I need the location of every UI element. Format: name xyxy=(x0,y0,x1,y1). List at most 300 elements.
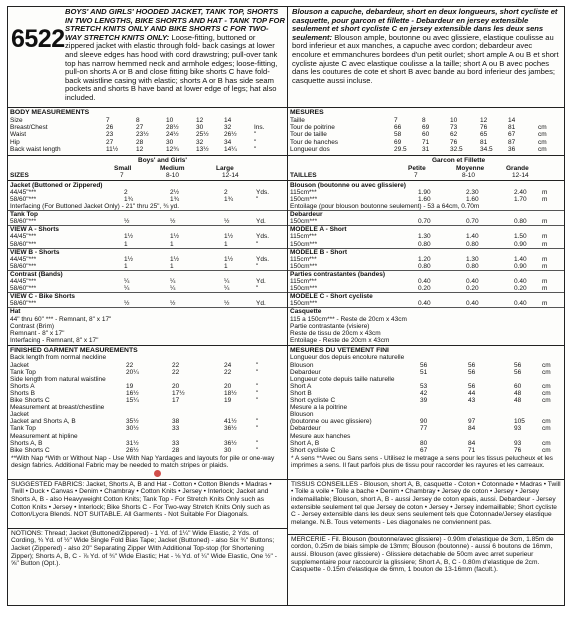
fabrics-line: TISSUS CONSEILLES - Blouson, short A, B, casquette - Coton • Cotonnade • xyxy=(291,480,519,488)
yardage-value: 1 xyxy=(170,240,174,248)
fabric-width: 150cm*** xyxy=(290,240,318,248)
yardage-section-label: VIEW A - Shorts xyxy=(10,226,59,234)
yardage-value: 1¾ xyxy=(170,195,180,203)
row-label: Mesure a la poitrine xyxy=(290,404,348,412)
cell-value: 7 xyxy=(394,117,398,124)
cell-unit: cm xyxy=(538,124,547,132)
row-label: Shorts B xyxy=(10,389,35,397)
cell-value: 31 xyxy=(422,145,430,153)
yardage-unit: Yd. xyxy=(256,300,266,308)
yardage-value: 0.70 xyxy=(418,218,431,226)
cell-value: 28½ xyxy=(166,124,179,132)
yardage-row xyxy=(10,233,285,240)
french-column xyxy=(288,7,564,605)
yardage-section xyxy=(10,249,285,256)
fabrics-line: coton • Jersey • Jersey indemaillable; Blouson, short A, B - aussi Jersey de coton xyxy=(291,488,539,503)
finished-row xyxy=(10,411,285,418)
cell-value: 12 xyxy=(480,117,488,124)
cell-unit: cm xyxy=(542,418,551,426)
notions-line: MERCERIE - Fil. Blouson (boutonne/avec glissiere) - 0.90m d'elastique de 3cm, xyxy=(291,535,525,543)
french-header xyxy=(288,7,564,108)
finished-measurements-header: FINISHED GARMENT MEASUREMENTS xyxy=(10,346,138,354)
divider xyxy=(8,180,287,181)
yardage-note-text: Reste de tissu de 20cm x 43cm xyxy=(290,329,381,337)
yardage-note xyxy=(10,203,285,210)
yardage-section xyxy=(290,249,562,256)
yardage-row xyxy=(10,278,285,285)
cell-value: 73 xyxy=(450,124,458,132)
cell-value: 13½ xyxy=(196,145,209,153)
cell-value: 56 xyxy=(468,382,476,390)
fabric-width: 58/60"*** xyxy=(10,195,37,203)
yardage-value: 1.40 xyxy=(514,255,527,263)
fabric-width: 150cm*** xyxy=(290,262,318,270)
yardage-value: 1.30 xyxy=(466,255,479,263)
yardage-row xyxy=(10,196,285,203)
cell-value: 56 xyxy=(514,368,522,376)
cell-value: 62 xyxy=(450,131,458,139)
cell-value: 93 xyxy=(514,425,522,433)
yardage-value: 1½ xyxy=(224,233,234,241)
cell-value: 10 xyxy=(450,117,458,124)
yardage-row xyxy=(290,263,562,270)
yardage-value: 1.50 xyxy=(514,233,527,241)
notions xyxy=(11,530,284,603)
yardage-section-label: Debardeur xyxy=(290,211,323,219)
cell-value: 56 xyxy=(514,361,522,369)
yardage-section-label: Parties contrastantes (bandes) xyxy=(290,270,386,278)
cell-value: 38 xyxy=(172,418,180,426)
cell-value: 51 xyxy=(420,368,428,376)
cell-value: 32 xyxy=(224,124,232,132)
yardage-section-label: Tank Top xyxy=(10,211,38,219)
cell-value: 8 xyxy=(136,117,140,124)
fabric-width: 150cm*** xyxy=(290,218,318,226)
cell-value: 67 xyxy=(420,446,428,454)
cell-value: 23½ xyxy=(136,131,149,139)
finished-row xyxy=(290,383,562,390)
title-line: TANK TOP FOR STRETCH KNITS ONLY AND BIKE xyxy=(65,15,285,34)
yardage-note xyxy=(290,337,562,344)
yardage-value: 0.20 xyxy=(514,285,527,293)
finished-row xyxy=(290,440,562,447)
yardage-row xyxy=(290,285,562,292)
yardage-value: 0.90 xyxy=(514,240,527,248)
cell-value: 26½ xyxy=(126,446,139,454)
row-label: Longueur dos depuis encolure naturelle xyxy=(290,354,405,362)
yardage-unit: m xyxy=(542,195,548,203)
yardage-value: 0.40 xyxy=(466,278,479,285)
row-label: Back length from normal neckline xyxy=(10,354,107,362)
row-label: Tour de hanches xyxy=(290,138,339,146)
description-line: fitting bike shorts C have fold-back waistline casing with xyxy=(65,67,270,85)
fabric-width: 58/60"*** xyxy=(10,240,37,248)
description-line: drawstring; pull-over tank top has narrow hemmed neck and xyxy=(65,49,278,68)
fabric-width: 58/60"*** xyxy=(10,300,37,308)
cell-value: 32.5 xyxy=(450,145,463,153)
cell-unit: cm xyxy=(538,131,547,139)
yardage-value: ¼ xyxy=(224,285,230,293)
cell-unit: " xyxy=(254,138,257,146)
yardage-section-label: MODELE B - Short xyxy=(290,248,348,256)
row-label: Bike Shorts C xyxy=(10,397,50,404)
yardage-section xyxy=(290,271,562,278)
description-line: armhole edges; loose-fitting, pull-on shorts A or B and close xyxy=(65,58,278,77)
cell-value: 14¼ xyxy=(224,145,237,153)
size-group-label xyxy=(290,157,562,164)
yardage-value: 1 xyxy=(224,262,228,270)
yardage-value: 1.30 xyxy=(418,233,431,241)
yardage-unit: m xyxy=(542,255,548,263)
notions-line: Elastic; Hat - ⅛ Yd. of ¼" Wide Elastic, One ½" - ⅝" Button (Opt.). xyxy=(11,552,277,568)
yardage-note-text: Interfacing (For Buttoned Jacket Only) - 21" thru 25", ¾ yd. xyxy=(10,203,179,210)
cell-value: 71 xyxy=(422,138,430,146)
yardage-unit: m xyxy=(542,233,548,241)
notions-line: Additional Top-stop (for Shortening Zipper); Shorts A, B, C - ⅞ Yd. of ¾" Wide xyxy=(11,544,264,560)
yardage-value: 2 xyxy=(224,188,228,196)
row-label: Debardeur xyxy=(290,425,321,433)
fabrics-line: epais, aussi. Debardeur - Jersey extensible seulement tel que Jersey de coton • xyxy=(291,495,556,511)
cell-value: 25½ xyxy=(196,131,209,139)
cell-unit: cm xyxy=(542,361,551,369)
yardage-section-label: MODELE A - Short xyxy=(290,226,347,234)
yardage-value: 1½ xyxy=(170,255,180,263)
fabrics-line: Interlock; Jacket and Shorts A, B - also Heavyweight Cotton Knits; Tank Top - xyxy=(11,488,269,503)
yardage-row xyxy=(10,189,285,196)
nap-line: plaids. xyxy=(209,462,229,470)
nap-line: * A sens **Avec ou Sans sens - Utilisez le metrage a sens pour les tissus xyxy=(291,454,504,462)
yardage-row xyxy=(290,278,562,285)
notions-line: A, B, C - 0.80m d'elastique de 2cm. Casquette - 0.15m d'elastique de 6mm, xyxy=(291,558,540,574)
row-label: Size xyxy=(10,117,23,124)
finished-row xyxy=(10,383,285,390)
cell-value: 24 xyxy=(224,361,232,369)
cell-value: 20 xyxy=(224,382,232,390)
measure-row xyxy=(10,131,285,138)
cell-value: 36½ xyxy=(224,439,237,447)
notions-line: 1.85m de cordon, 0.25m de biais simple de 13mm; Blouson (boutonne) - aussi xyxy=(291,535,554,551)
yardage-row xyxy=(290,241,562,248)
row-label: Tour de poitrine xyxy=(290,124,335,132)
row-label: Short cycliste C xyxy=(290,446,336,454)
cell-value: 30 xyxy=(166,138,174,146)
row-label: Waist xyxy=(10,131,27,139)
description-line: Blouson ample, boutonne ou avec glissiere, elastique coulisse au bord inferieur et aux xyxy=(292,32,554,51)
yardage-value: 0.40 xyxy=(514,278,527,285)
cell-value: 80 xyxy=(420,439,428,447)
cell-value: 17½ xyxy=(172,389,185,397)
yardage-value: ½ xyxy=(124,218,130,226)
yardage-unit: m xyxy=(542,218,548,226)
cell-value: 48 xyxy=(514,389,522,397)
row-label: Tank Top xyxy=(10,368,36,376)
size-group: Garcon et Fillette xyxy=(432,157,486,164)
measure-row xyxy=(290,146,562,153)
yardage-unit: m xyxy=(542,278,548,285)
cell-value: 28 xyxy=(172,446,180,454)
nap-line: pelucheux et les imprimes a sens. Il faut parfois plus de tissu pour raccorder les xyxy=(291,454,553,470)
yardage-note-text: Entoilage - Reste de 20cm x 43cm xyxy=(290,336,390,344)
fabric-width: 115cm*** xyxy=(290,233,317,241)
cell-value: 8 xyxy=(422,117,426,124)
cell-value: 19 xyxy=(126,382,134,390)
cell-unit: cm xyxy=(542,446,551,454)
size-columns-row xyxy=(290,165,562,172)
finished-row xyxy=(290,425,562,432)
cell-value: 30 xyxy=(196,124,204,132)
cell-value: 56 xyxy=(468,361,476,369)
nap-line: **With Nap *With or Without Nap - Use With Nap Yardages and layouts for pile xyxy=(11,454,240,462)
fabric-width: 58/60"*** xyxy=(10,285,37,293)
yardage-section-label: VIEW C - Bike Shorts xyxy=(10,293,76,301)
measure-row xyxy=(290,117,562,124)
size-range: 7 xyxy=(414,171,418,179)
yardage-section xyxy=(10,211,285,218)
finished-row xyxy=(290,397,562,404)
yardage-value: 1 xyxy=(124,262,128,270)
cell-unit: Ins. xyxy=(254,124,265,132)
fabric-width: 58/60"*** xyxy=(10,262,37,270)
suggested-fabrics xyxy=(11,481,284,527)
finished-row xyxy=(290,433,562,440)
cell-value: 17 xyxy=(172,397,180,404)
sizes-label: TAILLES xyxy=(290,171,317,179)
measure-row xyxy=(10,146,285,153)
yardage-row xyxy=(10,241,285,248)
yardage-row xyxy=(10,256,285,263)
size-col: Small xyxy=(114,164,132,172)
yardage-value: 1¾ xyxy=(224,195,234,203)
cell-unit: cm xyxy=(542,382,551,390)
finished-row xyxy=(290,369,562,376)
row-label: Shorts A xyxy=(10,382,35,390)
cell-value: 81 xyxy=(508,124,516,132)
cell-value: 27 xyxy=(136,124,144,132)
notions-line: NOTIONS: Thread; Jacket (Buttoned/Zippered) - 1 Yd. of 1¼" Wide Elastic, 2 xyxy=(11,529,236,537)
yardage-unit: " xyxy=(256,240,259,248)
yardage-unit: Yds. xyxy=(256,233,270,241)
english-title xyxy=(65,8,285,103)
yardage-value: ½ xyxy=(224,300,230,308)
divider xyxy=(288,180,564,181)
cell-unit: " xyxy=(254,145,257,153)
finished-row xyxy=(10,440,285,447)
cell-value: 27 xyxy=(106,138,114,146)
cell-value: 14 xyxy=(508,117,516,124)
cell-value: 22 xyxy=(224,368,232,376)
divider xyxy=(8,155,287,156)
yardage-section xyxy=(10,226,285,233)
cell-value: 41½ xyxy=(224,418,237,426)
finished-row xyxy=(10,404,285,411)
fabric-width: 115cm*** xyxy=(290,255,317,263)
yardage-unit: " xyxy=(256,285,259,293)
yardage-value: 2½ xyxy=(170,188,180,196)
divider xyxy=(288,345,564,346)
cell-value: 58 xyxy=(394,131,402,139)
yardage-value: 0.40 xyxy=(418,300,431,308)
cell-value: 81 xyxy=(480,138,488,146)
english-header xyxy=(8,7,287,108)
cell-value: 84 xyxy=(468,439,476,447)
yardage-value: 0.70 xyxy=(466,218,479,226)
cell-value: 93 xyxy=(514,439,522,447)
red-stamp-mark xyxy=(154,470,161,477)
cell-value: 26 xyxy=(106,124,114,132)
cell-value: 60 xyxy=(422,131,430,139)
cell-unit: cm xyxy=(538,145,547,153)
pattern-number: 6522 xyxy=(11,25,65,53)
yardage-value: 2.40 xyxy=(514,188,527,196)
yardage-value: 0.20 xyxy=(418,285,431,293)
yardage-row xyxy=(10,263,285,270)
cell-value: 19 xyxy=(224,397,232,404)
divider xyxy=(8,528,287,529)
size-group: Boys' and Girls' xyxy=(138,157,187,164)
notions-line: 50cm avec arret superieur supplementaire pour raccourcir la glissiere; Short xyxy=(291,550,534,566)
finished-row xyxy=(290,390,562,397)
nap-line: rayures et les carreaux. xyxy=(475,462,545,470)
yardage-unit: " xyxy=(256,262,259,270)
cell-value: 18½ xyxy=(224,389,237,397)
cell-unit: " xyxy=(256,389,259,397)
yardage-section-label: VIEW B - Shorts xyxy=(10,248,60,256)
measure-row xyxy=(10,117,285,124)
finished-row xyxy=(290,362,562,369)
yardage-value: 0.80 xyxy=(466,262,479,270)
nap-note xyxy=(11,455,284,478)
cell-value: 44 xyxy=(468,389,476,397)
yardage-value: ½ xyxy=(124,300,130,308)
cell-value: 20¼ xyxy=(126,368,139,376)
yardage-value: 0.90 xyxy=(514,262,527,270)
finished-row xyxy=(10,433,285,440)
yardage-value: 1½ xyxy=(124,233,134,241)
cell-value: 22 xyxy=(172,368,180,376)
fabrics-line: sens seulement tels que Cotonnade/Jersey elastique melange. N.B. Tous xyxy=(291,511,552,526)
yardage-note-text: Remnant - 8" x 17" xyxy=(10,329,65,337)
row-label: Shorts A, B xyxy=(10,439,43,447)
yardage-note-text: 115 a 150cm*** - Reste de 20cm x 43cm xyxy=(290,315,407,323)
description-line: bordees d'un petit ourlet; short ample A ou B et short cycliste ajuste C avec elastique coulisse xyxy=(292,49,559,68)
cell-value: 33 xyxy=(172,439,180,447)
cell-unit: " xyxy=(256,418,259,426)
description-line: a la taille; short A ou B avec poches dans les coutures de cote et short B xyxy=(292,58,550,77)
cell-value: 76 xyxy=(480,124,488,132)
fabrics-line: For Two-way Stretch Knits Only such as Cotton/Lycra Blends. NOT SUITABLE. All xyxy=(11,503,270,519)
measure-row xyxy=(290,124,562,131)
row-label: Short A, B xyxy=(290,439,320,447)
yardage-unit: Yds. xyxy=(256,188,270,196)
cell-value: 39 xyxy=(420,397,428,404)
fabrics-line: Garments - Not Suitable For Diagonals. xyxy=(133,511,249,519)
yardage-row xyxy=(10,300,285,307)
yardage-value: 1.60 xyxy=(418,195,431,203)
row-label: Longueur cote depuis taille naturelle xyxy=(290,375,395,383)
cell-value: 35½ xyxy=(126,418,139,426)
finished-row xyxy=(10,397,285,404)
cell-value: 23 xyxy=(106,131,114,139)
cell-unit: " xyxy=(256,425,259,433)
yardage-value: 0.80 xyxy=(418,240,431,248)
cell-value: 30 xyxy=(224,446,232,454)
yardage-unit: Yds. xyxy=(256,255,270,263)
yardage-section-label: MODELE C - Short cycliste xyxy=(290,293,373,301)
yardage-row xyxy=(290,233,562,240)
notions-line: Yds. of Cording, ¾ Yd. of ½" Wide Single Fold Bias Tape; Jacket (Buttoned) - xyxy=(11,529,259,545)
finished-row xyxy=(10,390,285,397)
row-label: Debardeur xyxy=(290,368,321,376)
row-label: Taille xyxy=(290,117,305,124)
cell-value: 7 xyxy=(106,117,110,124)
yardage-unit: m xyxy=(542,188,548,196)
fabrics-line: Madras • Twill • Duck • Canvas • Denim • Chambray • Cotton Knits • Jersey • xyxy=(11,480,272,496)
finished-row xyxy=(290,447,562,454)
yardage-value: 1 xyxy=(124,240,128,248)
title-line: BOYS' AND GIRLS' HOODED JACKET, TANK TOP, xyxy=(65,7,245,16)
cell-value: 69 xyxy=(394,138,402,146)
yardage-section xyxy=(290,211,562,218)
finished-row xyxy=(10,376,285,383)
fabric-width: 115cm*** xyxy=(290,188,317,196)
yardage-value: ¼ xyxy=(170,285,176,293)
divider xyxy=(8,479,287,480)
fabric-width: 115cm*** xyxy=(290,278,317,285)
row-label: Tank Top xyxy=(10,425,36,433)
finished-row xyxy=(290,354,562,361)
size-range: 12-14 xyxy=(222,171,239,179)
yardage-row xyxy=(290,256,562,263)
cell-value: 28 xyxy=(136,138,144,146)
yardage-value: 0.40 xyxy=(418,278,431,285)
size-range: 12-14 xyxy=(512,171,529,179)
cell-value: 60 xyxy=(514,382,522,390)
notions-line: 6 boutons de 16mm, aussi. Blouson (avec glissiere) - Glissiere detachable de xyxy=(291,543,553,558)
cell-value: 22 xyxy=(172,361,180,369)
cell-value: 34.5 xyxy=(480,145,493,153)
finished-row xyxy=(10,362,285,369)
cell-value: 36½ xyxy=(224,425,237,433)
cell-value: 105 xyxy=(514,418,525,426)
yardage-row xyxy=(10,285,285,292)
body-measurements-header: MESURES xyxy=(290,109,324,116)
fabrics-line: Jersey • Jersey indemaillable; Short cycliste C - Jersey extensible dans les deux xyxy=(291,503,557,519)
row-label: Jacket xyxy=(10,361,29,369)
fabric-width: 44/45"*** xyxy=(10,188,37,196)
cell-unit: " xyxy=(256,382,259,390)
yardage-row xyxy=(290,196,562,203)
yardage-value: 0.40 xyxy=(466,300,479,308)
measure-row xyxy=(10,139,285,146)
yardage-value: 0.80 xyxy=(514,218,527,226)
cell-value: 11½ xyxy=(106,145,119,153)
row-label: Short B xyxy=(290,389,312,397)
fabrics-line: For Stretch Knits Only such as Cotton Knits • Jersey • Interlock; Bike Shorts C - xyxy=(11,495,265,511)
row-label: Side length from natural waistline xyxy=(10,375,106,383)
yardage-note xyxy=(290,330,562,337)
title-line: C en jersey extensible dans les deux sens seulement: xyxy=(292,24,544,42)
description-line: back casings at lower and sleeve edges has hood with cord xyxy=(65,41,275,59)
yardage-value: 0.20 xyxy=(466,285,479,293)
yardage-value: ¼ xyxy=(124,278,130,285)
yardage-value: ½ xyxy=(224,218,230,226)
divider xyxy=(8,345,287,346)
sizes-label: SIZES xyxy=(10,171,29,179)
yardage-note-text: Partie contrastante (visiere) xyxy=(290,322,370,330)
row-label: Bike Shorts C xyxy=(10,446,50,454)
cell-value: 71 xyxy=(468,446,476,454)
row-label: Blouson xyxy=(290,361,314,369)
